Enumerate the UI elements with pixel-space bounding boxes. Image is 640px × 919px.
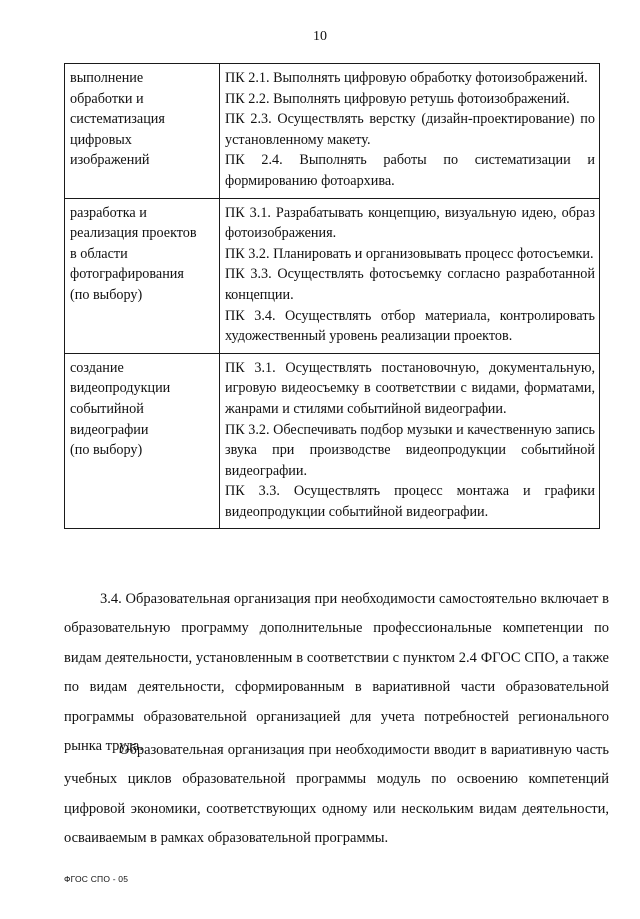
competency-item: ПК 3.1. Разрабатывать концепцию, визуальную идею, образ фотоизображения. <box>225 204 595 242</box>
activity-line: создание <box>70 359 124 376</box>
activity-line: систематизация <box>70 111 165 128</box>
document-footer: ФГОС СПО - 05 <box>64 874 129 884</box>
activity-line: фотографирования <box>70 266 184 283</box>
competency-item: ПК 3.2. Планировать и организовывать процесс фотосъемки. <box>225 245 594 262</box>
competencies-cell <box>220 353 600 529</box>
page-number: 10 <box>313 29 327 44</box>
competency-item: ПК 2.4. Выполнять работы по систематизации и формированию фотоархива. <box>225 152 595 189</box>
activity-line: видеопродукции <box>70 380 171 397</box>
competency-item: ПК 3.1. Осуществлять постановочную, документальную, игровую видеосъемку в соответствии с видами, форматами, жанрами и стилями событийной видеографии. <box>225 359 595 417</box>
competency-item: ПК 3.3. Осуществлять фотосъемку согласно разработанной концепции. <box>225 266 595 303</box>
activity-cell <box>65 64 220 199</box>
activity-line: разработка и <box>70 204 147 221</box>
paragraph-3-4: 3.4. Образовательная организация при необходимости самостоятельно включает в образовательную программу дополнительные профессиональные компетенции по видам деятельности, установленным в соответствии с пунктом 2.4 ФГОС СПО, а также по видам деятельности, сформированным в вариативной части образовательной программы образовательной организацией для учета потребностей регионального рынка труда. <box>64 591 609 755</box>
activity-line: реализация проектов <box>70 225 197 242</box>
activity-line: видеографии <box>70 421 149 438</box>
activity-line: в области <box>70 245 128 262</box>
competency-item: ПК 2.3. Осуществлять верстку (дизайн-проектирование) по установленному макету. <box>225 111 595 148</box>
competency-item: ПК 3.4. Осуществлять отбор материала, контролировать художественный уровень реализации проектов. <box>225 307 595 345</box>
paragraph-digital-economy: Образовательная организация при необходимости вводит в вариативную часть учебных циклов образовательной программы модуль по освоению компетенций цифровой экономики, соответствующих одному или нескольким видам деятельности, осваиваемым в рамках образовательной программы. <box>64 742 609 847</box>
activity-line: цифровых <box>70 131 132 148</box>
table-row <box>65 198 600 353</box>
competencies-table <box>64 63 600 529</box>
activity-line: выполнение <box>70 70 144 86</box>
activity-line: изображений <box>70 152 150 169</box>
competency-item: ПК 2.1. Выполнять цифровую обработку фотоизображений. <box>225 70 588 86</box>
activity-line: событийной <box>70 400 144 417</box>
competency-item: ПК 2.2. Выполнять цифровую ретушь фотоизображений. <box>225 90 570 107</box>
activity-line: (по выбору) <box>70 442 143 459</box>
competencies-cell <box>220 198 600 353</box>
activity-cell <box>65 198 220 353</box>
table-row <box>65 353 600 529</box>
activity-cell <box>65 353 220 529</box>
competencies-cell <box>220 64 600 199</box>
activity-line: обработки и <box>70 90 144 107</box>
competency-item: ПК 3.2. Обеспечивать подбор музыки и качественную запись звука при производстве видеопродукции событийной видеографии. <box>225 421 595 479</box>
activity-line: (по выбору) <box>70 286 143 303</box>
table-row <box>65 64 600 199</box>
competency-item: ПК 3.3. Осуществлять процесс монтажа и графики видеопродукции событийной видеографии. <box>225 483 595 520</box>
